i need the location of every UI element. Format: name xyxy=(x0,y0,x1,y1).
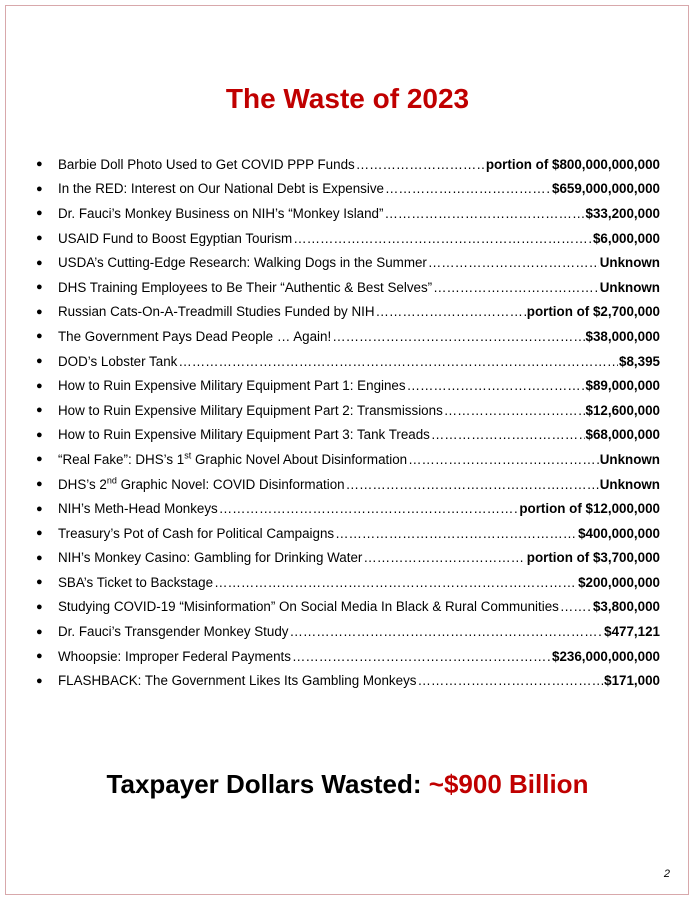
bullet-icon: ● xyxy=(36,182,43,195)
item-amount: $200,000,000 xyxy=(578,574,660,590)
item-label-text: DOD’s Lobster Tank xyxy=(58,353,178,369)
item-label xyxy=(58,477,345,492)
item-amount: portion of $3,700,000 xyxy=(526,550,660,566)
item-label-text: How to Ruin Expensive Military Equipment Part 2: Transmissions xyxy=(58,402,443,418)
bullet-icon: ● xyxy=(36,305,43,318)
item-label-text: NIH’s Monkey Casino: Gambling for Drinking Water xyxy=(58,550,363,566)
item-amount: $400,000,000 xyxy=(578,525,660,541)
item-amount: Unknown xyxy=(599,279,660,295)
list-item xyxy=(30,152,660,177)
item-label xyxy=(58,329,331,344)
bullet-icon: ● xyxy=(36,158,43,171)
list-item xyxy=(30,250,660,275)
dot-leader xyxy=(385,181,551,196)
item-label xyxy=(58,304,375,319)
item-label-text: Treasury’s Pot of Cash for Political Campaigns xyxy=(58,525,335,541)
item-label xyxy=(58,206,383,221)
bullet-icon: ● xyxy=(36,527,43,540)
item-label-text: FLASHBACK: The Government Likes Its Gambling Monkeys xyxy=(58,673,417,689)
item-label-text: USAID Fund to Boost Egyptian Tourism xyxy=(58,230,293,246)
summary-amount: ~$900 Billion xyxy=(428,769,589,799)
bullet-icon: ● xyxy=(36,404,43,417)
list-item xyxy=(30,398,660,423)
list-item xyxy=(30,668,660,693)
item-label-text: DHS Training Employees to Be Their “Authentic & Best Selves” xyxy=(58,279,433,295)
item-label-text: USDA’s Cutting-Edge Research: Walking Dogs in the Summer xyxy=(58,255,427,271)
dot-leader xyxy=(335,526,577,541)
list-item xyxy=(30,349,660,374)
bullet-icon: ● xyxy=(36,428,43,441)
item-label-text-continued: Graphic Novel About Disinformation xyxy=(191,451,408,467)
list-item xyxy=(30,423,660,448)
list-item xyxy=(30,546,660,571)
bullet-icon: ● xyxy=(36,379,43,392)
list-item xyxy=(30,619,660,644)
item-label-text: How to Ruin Expensive Military Equipment Part 1: Engines xyxy=(58,378,406,394)
bullet-icon: ● xyxy=(36,232,43,245)
item-amount: $3,800,000 xyxy=(592,599,660,615)
dot-leader xyxy=(560,599,592,614)
bullet-icon: ● xyxy=(36,453,43,466)
item-amount: Unknown xyxy=(599,255,660,271)
item-label xyxy=(58,157,355,172)
dot-leader xyxy=(431,427,585,442)
item-label xyxy=(58,624,288,639)
item-amount: $477,121 xyxy=(604,624,660,640)
item-amount: $6,000,000 xyxy=(592,230,660,246)
dot-leader xyxy=(346,477,599,492)
item-label xyxy=(58,231,292,246)
dot-leader xyxy=(407,378,585,393)
item-amount: portion of $2,700,000 xyxy=(526,304,660,320)
item-amount: portion of $800,000,000,000 xyxy=(485,156,660,172)
dot-leader xyxy=(363,550,525,565)
bullet-icon: ● xyxy=(36,674,43,687)
item-amount: Unknown xyxy=(599,451,660,467)
item-label-text: How to Ruin Expensive Military Equipment Part 3: Tank Treads xyxy=(58,427,430,443)
dot-leader xyxy=(433,280,599,295)
list-item xyxy=(30,570,660,595)
item-label-text: SBA’s Ticket to Backstage xyxy=(58,574,214,590)
item-amount: $8,395 xyxy=(619,353,660,369)
item-label-text: In the RED: Interest on Our National Debt is Expensive xyxy=(58,181,384,197)
item-label-text: Dr. Fauci’s Monkey Business on NIH’s “Monkey Island” xyxy=(58,205,384,221)
page-title: The Waste of 2023 xyxy=(225,83,470,114)
bullet-icon: ● xyxy=(36,478,43,491)
item-label xyxy=(58,673,416,688)
bullet-icon: ● xyxy=(36,600,43,613)
item-amount: $659,000,000,000 xyxy=(552,181,660,197)
dot-leader xyxy=(293,231,592,246)
list-item xyxy=(30,201,660,226)
page-number: 2 xyxy=(663,868,670,880)
item-label xyxy=(58,378,406,393)
item-label-text-continued: Graphic Novel: COVID Disinformation xyxy=(116,476,345,492)
item-label xyxy=(58,575,213,590)
dot-leader xyxy=(428,255,599,270)
summary-line xyxy=(0,764,695,804)
list-item xyxy=(30,275,660,300)
item-label-text: Studying COVID-19 “Misinformation” On Social Media In Black & Rural Communities xyxy=(58,599,559,615)
item-label-text: NIH’s Meth-Head Monkeys xyxy=(58,501,218,517)
item-amount: $38,000,000 xyxy=(585,328,660,344)
dot-leader xyxy=(384,206,584,221)
bullet-icon: ● xyxy=(36,551,43,564)
item-label xyxy=(58,354,177,369)
item-label xyxy=(58,649,291,664)
bullet-icon: ● xyxy=(36,576,43,589)
dot-leader xyxy=(332,329,584,344)
list-item xyxy=(30,300,660,325)
item-label-text: “Real Fake”: DHS’s 1 xyxy=(58,451,185,467)
item-label xyxy=(58,280,432,295)
item-label xyxy=(58,427,430,442)
dot-leader xyxy=(376,304,526,319)
list-item xyxy=(30,496,660,521)
list-item xyxy=(30,644,660,669)
item-label xyxy=(58,550,362,565)
dot-leader xyxy=(289,624,603,639)
item-label-text: Russian Cats-On-A-Treadmill Studies Funded by NIH xyxy=(58,304,375,320)
item-amount: $68,000,000 xyxy=(585,427,660,443)
waste-list xyxy=(30,152,660,693)
dot-leader xyxy=(214,575,577,590)
item-label xyxy=(58,403,443,418)
bullet-icon: ● xyxy=(36,502,43,515)
item-label-superscript: st xyxy=(184,450,192,461)
item-label xyxy=(58,255,427,270)
item-label xyxy=(58,599,559,614)
item-amount: $236,000,000,000 xyxy=(552,648,660,664)
item-amount: portion of $12,000,000 xyxy=(519,501,660,517)
bullet-icon: ● xyxy=(36,256,43,269)
item-amount: $89,000,000 xyxy=(585,378,660,394)
list-item xyxy=(30,324,660,349)
dot-leader xyxy=(444,403,585,418)
item-label xyxy=(58,452,407,467)
list-item xyxy=(30,472,660,497)
bullet-icon: ● xyxy=(36,330,43,343)
bullet-icon: ● xyxy=(36,281,43,294)
dot-leader xyxy=(219,501,519,516)
item-label-superscript: nd xyxy=(106,475,117,486)
dot-leader xyxy=(356,157,485,172)
list-item xyxy=(30,373,660,398)
bullet-icon: ● xyxy=(36,650,43,663)
dot-leader xyxy=(408,452,599,467)
item-amount: $12,600,000 xyxy=(585,402,660,418)
bullet-icon: ● xyxy=(36,625,43,638)
list-item xyxy=(30,226,660,251)
item-amount: Unknown xyxy=(599,476,660,492)
list-item xyxy=(30,447,660,472)
item-label-text: Whoopsie: Improper Federal Payments xyxy=(58,648,291,664)
item-amount: $171,000 xyxy=(604,673,660,689)
item-label xyxy=(58,526,334,541)
item-label xyxy=(58,181,384,196)
item-label-text: Dr. Fauci’s Transgender Monkey Study xyxy=(58,624,289,640)
bullet-icon: ● xyxy=(36,355,43,368)
dot-leader xyxy=(417,673,603,688)
dot-leader xyxy=(178,354,618,369)
item-label-text: DHS’s 2 xyxy=(58,476,107,492)
summary-label: Taxpayer Dollars Wasted: xyxy=(106,769,429,799)
list-item xyxy=(30,521,660,546)
dot-leader xyxy=(292,649,551,664)
item-label-text: Barbie Doll Photo Used to Get COVID PPP Funds xyxy=(58,156,355,172)
item-label xyxy=(58,501,218,516)
item-amount: $33,200,000 xyxy=(585,205,660,221)
list-item xyxy=(30,177,660,202)
list-item xyxy=(30,595,660,620)
item-label-text: The Government Pays Dead People … Again! xyxy=(58,328,332,344)
bullet-icon: ● xyxy=(36,207,43,220)
